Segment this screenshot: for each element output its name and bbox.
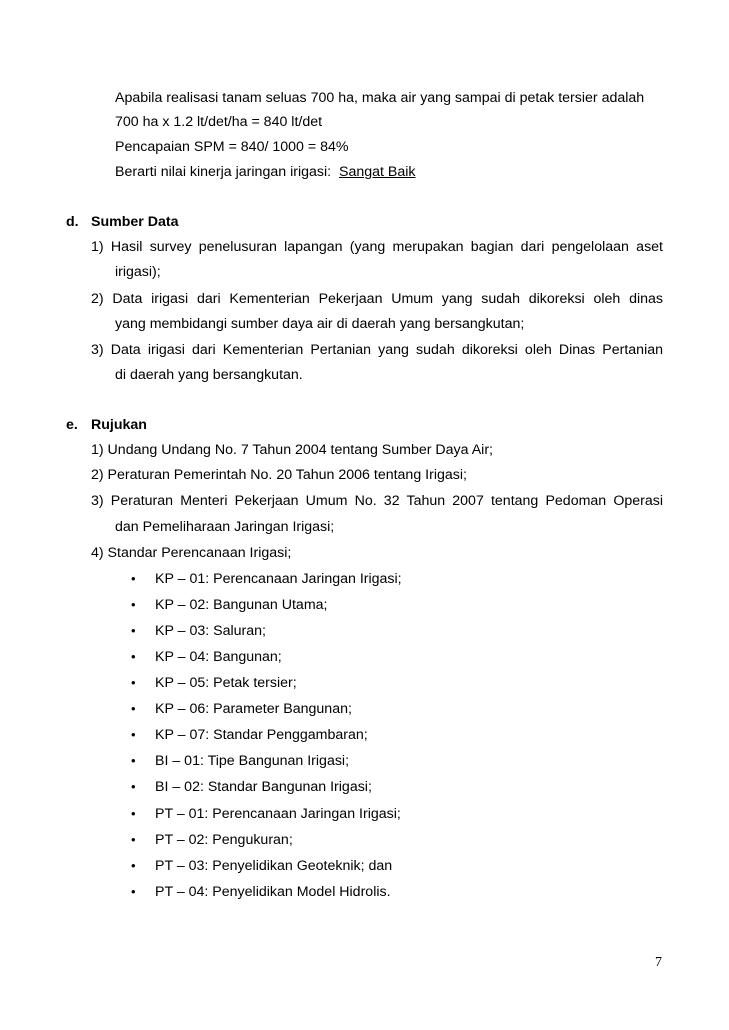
- section-d-marker: d.: [66, 214, 79, 230]
- bullet-item-pt-01: PT – 01: Perencanaan Jaringan Irigasi;: [155, 806, 401, 822]
- bullet-item-kp-07: KP – 07: Standar Penggambaran;: [155, 727, 368, 743]
- bullet-item-pt-03: PT – 03: Penyelidikan Geoteknik; dan: [155, 858, 393, 874]
- bullet-item-pt-04: PT – 04: Penyelidikan Model Hidrolis.: [155, 884, 391, 900]
- calc-line-4: [115, 163, 416, 181]
- calc-conclusion-prefix: Berarti nilai kinerja jaringan irigasi:: [115, 164, 332, 180]
- section-d-item-2-line-1: 2) Data irigasi dari Kementerian Pekerjaan Umum yang sudah dikoreksi oleh dinas: [91, 291, 663, 307]
- bullet-item-pt-02: PT – 02: Pengukuran;: [155, 832, 293, 848]
- bullet-dot: •: [131, 597, 136, 612]
- section-e-item-3-line-2: dan Pemeliharaan Jaringan Irigasi;: [115, 519, 335, 535]
- bullet-dot: •: [131, 623, 136, 638]
- bullet-dot: •: [131, 649, 136, 664]
- section-d-item-3-line-1: 3) Data irigasi dari Kementerian Pertanian yang sudah dikoreksi oleh Dinas Pertanian: [91, 342, 663, 358]
- bullet-dot: •: [131, 858, 136, 873]
- section-d-item-1-line-1: 1) Hasil survey penelusuran lapangan (yang merupakan bagian dari pengelolaan aset: [91, 239, 663, 255]
- bullet-dot: •: [131, 571, 136, 586]
- section-e-marker: e.: [66, 417, 78, 433]
- calc-line-1: Apabila realisasi tanam seluas 700 ha, maka air yang sampai di petak tersier adalah: [115, 90, 645, 106]
- calc-conclusion-value: Sangat Baik: [339, 164, 416, 180]
- bullet-dot: •: [131, 806, 136, 821]
- bullet-item-kp-01: KP – 01: Perencanaan Jaringan Irigasi;: [155, 571, 402, 587]
- section-d-item-3-line-2: di daerah yang bersangkutan.: [115, 367, 303, 383]
- section-d-heading: Sumber Data: [91, 214, 179, 230]
- bullet-item-bi-01: BI – 01: Tipe Bangunan Irigasi;: [155, 753, 350, 769]
- bullet-dot: •: [131, 832, 136, 847]
- bullet-item-kp-02: KP – 02: Bangunan Utama;: [155, 597, 328, 613]
- section-e-item-2: 2) Peraturan Pemerintah No. 20 Tahun 2006 tentang Irigasi;: [91, 467, 467, 483]
- section-e-item-4: 4) Standar Perencanaan Irigasi;: [91, 545, 292, 561]
- section-e-item-3-line-1: 3) Peraturan Menteri Pekerjaan Umum No. 32 Tahun 2007 tentang Pedoman Operasi: [91, 493, 663, 509]
- section-e-item-1: 1) Undang Undang No. 7 Tahun 2004 tentang Sumber Daya Air;: [91, 442, 493, 458]
- bullet-dot: •: [131, 675, 136, 690]
- bullet-dot: •: [131, 884, 136, 899]
- section-d-item-1-line-2: irigasi);: [115, 264, 161, 280]
- bullet-dot: •: [131, 779, 136, 794]
- bullet-item-kp-06: KP – 06: Parameter Bangunan;: [155, 701, 352, 717]
- bullet-dot: •: [131, 701, 136, 716]
- calc-line-3: Pencapaian SPM = 840/ 1000 = 84%: [115, 139, 349, 155]
- bullet-dot: •: [131, 727, 136, 742]
- bullet-item-bi-02: BI – 02: Standar Bangunan Irigasi;: [155, 779, 372, 795]
- bullet-item-kp-05: KP – 05: Petak tersier;: [155, 675, 297, 691]
- bullet-item-kp-03: KP – 03: Saluran;: [155, 623, 266, 639]
- section-d-item-2-line-2: yang membidangi sumber daya air di daerah yang bersangkutan;: [115, 316, 525, 332]
- calc-line-2: 700 ha x 1.2 lt/det/ha = 840 lt/det: [115, 114, 323, 130]
- section-e-heading: Rujukan: [91, 417, 147, 433]
- page-number: 7: [655, 955, 662, 970]
- bullet-dot: •: [131, 753, 136, 768]
- bullet-item-kp-04: KP – 04: Bangunan;: [155, 649, 282, 665]
